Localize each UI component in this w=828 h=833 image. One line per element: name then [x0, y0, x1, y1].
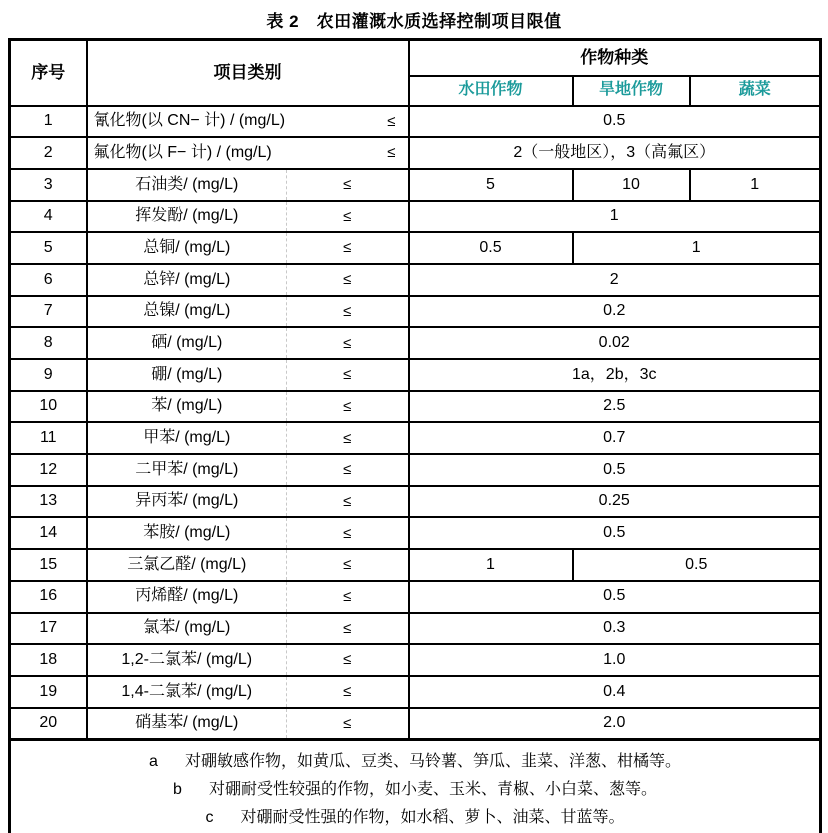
limit-value: 0.5 — [409, 106, 821, 138]
table-row — [10, 454, 821, 486]
table-row — [10, 644, 821, 676]
row-number: 14 — [10, 517, 87, 549]
row-number: 5 — [10, 232, 87, 264]
le-symbol: ≤ — [387, 112, 396, 130]
table-row — [10, 232, 821, 264]
project-name: 1,2-二氯苯/ (mg/L) — [87, 644, 287, 676]
footnotes-row — [10, 739, 821, 833]
le-symbol: ≤ — [287, 232, 409, 264]
le-symbol: ≤ — [287, 201, 409, 233]
row-number: 10 — [10, 391, 87, 423]
row-number: 4 — [10, 201, 87, 233]
table-row — [10, 391, 821, 423]
project-name: 甲苯/ (mg/L) — [87, 422, 287, 454]
le-symbol: ≤ — [287, 327, 409, 359]
le-symbol: ≤ — [287, 359, 409, 391]
le-symbol: ≤ — [287, 613, 409, 645]
table-row — [10, 201, 821, 233]
le-symbol: ≤ — [287, 676, 409, 708]
project-name: 苯/ (mg/L) — [87, 391, 287, 423]
footnote-marker: b — [173, 781, 182, 799]
header-vegetables: 蔬菜 — [690, 76, 821, 106]
le-symbol: ≤ — [287, 391, 409, 423]
row-number: 2 — [10, 137, 87, 169]
project-name: 丙烯醛/ (mg/L) — [87, 581, 287, 613]
table-row — [10, 486, 821, 518]
limit-value: 1a，2b，3c — [409, 359, 821, 391]
table-row — [10, 106, 821, 138]
project-name: 硝基苯/ (mg/L) — [87, 708, 287, 740]
limit-value: 0.7 — [409, 422, 821, 454]
row-number: 7 — [10, 296, 87, 328]
le-symbol: ≤ — [287, 644, 409, 676]
limit-value: 1 — [409, 201, 821, 233]
limit-value-vegetables: 1 — [690, 169, 821, 201]
footnote-text: 对硼敏感作物，如黄瓜、豆类、马铃薯、笋瓜、韭菜、洋葱、柑橘等。 — [184, 752, 681, 770]
footnote-text: 对硼耐受性较强的作物，如小麦、玉米、青椒、小白菜、葱等。 — [208, 781, 657, 799]
row-number: 17 — [10, 613, 87, 645]
project-name: 氯苯/ (mg/L) — [87, 613, 287, 645]
project-name: 总铜/ (mg/L) — [87, 232, 287, 264]
limit-value: 0.3 — [409, 613, 821, 645]
limit-value: 2 — [409, 264, 821, 296]
limit-value: 0.4 — [409, 676, 821, 708]
limit-value: 2.5 — [409, 391, 821, 423]
table-row — [10, 517, 821, 549]
limit-value-paddy: 1 — [409, 549, 573, 581]
header-category: 项目类别 — [87, 40, 409, 106]
row-number: 8 — [10, 327, 87, 359]
project-name: 二甲苯/ (mg/L) — [87, 454, 287, 486]
project-cell — [87, 137, 409, 169]
project-name: 硒/ (mg/L) — [87, 327, 287, 359]
footnote-text: 对硼耐受性强的作物，如水稻、萝卜、油菜、甘蓝等。 — [240, 809, 625, 827]
project-name: 总锌/ (mg/L) — [87, 264, 287, 296]
table-row — [10, 296, 821, 328]
le-symbol: ≤ — [287, 422, 409, 454]
table-row — [10, 169, 821, 201]
page-title: 表 2 农田灌溉水质选择控制项目限值 — [266, 12, 562, 31]
limit-value-dryland: 10 — [573, 169, 690, 201]
row-number: 6 — [10, 264, 87, 296]
project-name: 1,4-二氯苯/ (mg/L) — [87, 676, 287, 708]
project-cell — [87, 106, 409, 138]
project-name: 挥发酚/ (mg/L) — [87, 201, 287, 233]
project-name: 石油类/ (mg/L) — [87, 169, 287, 201]
footnote-a — [11, 753, 819, 771]
le-symbol: ≤ — [287, 549, 409, 581]
limit-value: 0.5 — [409, 517, 821, 549]
row-number: 16 — [10, 581, 87, 613]
table-row — [10, 676, 821, 708]
footnotes-cell — [10, 739, 821, 833]
project-name: 硼/ (mg/L) — [87, 359, 287, 391]
footnote-b — [11, 781, 819, 799]
limit-value: 1.0 — [409, 644, 821, 676]
limit-value-paddy: 5 — [409, 169, 573, 201]
row-number: 19 — [10, 676, 87, 708]
row-number: 15 — [10, 549, 87, 581]
header-paddy-crops: 水田作物 — [409, 76, 573, 106]
le-symbol: ≤ — [387, 144, 396, 162]
limit-value: 0.02 — [409, 327, 821, 359]
limit-value-dryland-veg: 1 — [573, 232, 821, 264]
le-symbol: ≤ — [287, 581, 409, 613]
row-number: 3 — [10, 169, 87, 201]
project-name: 三氯乙醛/ (mg/L) — [87, 549, 287, 581]
header-seq: 序号 — [10, 40, 87, 106]
project-name: 异丙苯/ (mg/L) — [87, 486, 287, 518]
le-symbol: ≤ — [287, 169, 409, 201]
le-symbol: ≤ — [287, 454, 409, 486]
footnote-marker: a — [149, 752, 158, 770]
limit-value: 0.2 — [409, 296, 821, 328]
limit-value: 0.5 — [409, 454, 821, 486]
table-row — [10, 359, 821, 391]
table-row — [10, 264, 821, 296]
le-symbol: ≤ — [287, 296, 409, 328]
project-name: 总镍/ (mg/L) — [87, 296, 287, 328]
limit-value: 0.5 — [409, 581, 821, 613]
limit-value-paddy: 0.5 — [409, 232, 573, 264]
project-name: 苯胺/ (mg/L) — [87, 517, 287, 549]
footnote-marker: c — [205, 809, 214, 827]
project-name: 氟化物(以 F− 计) / (mg/L) — [93, 143, 272, 161]
table-row — [10, 549, 821, 581]
le-symbol: ≤ — [287, 517, 409, 549]
row-number: 1 — [10, 106, 87, 138]
table-row — [10, 613, 821, 645]
limits-table — [8, 38, 822, 833]
row-number: 9 — [10, 359, 87, 391]
table-row — [10, 581, 821, 613]
row-number: 18 — [10, 644, 87, 676]
row-number: 13 — [10, 486, 87, 518]
table-row — [10, 327, 821, 359]
header-dryland-crops: 旱地作物 — [573, 76, 690, 106]
row-number: 12 — [10, 454, 87, 486]
limit-value: 2（一般地区），3（高氟区） — [409, 137, 821, 169]
le-symbol: ≤ — [287, 708, 409, 740]
le-symbol: ≤ — [287, 264, 409, 296]
footnote-c — [11, 809, 819, 827]
header-row-1 — [10, 40, 821, 76]
header-crop-types: 作物种类 — [409, 40, 821, 76]
limit-value: 2.0 — [409, 708, 821, 740]
table-row — [10, 708, 821, 740]
table-row — [10, 137, 821, 169]
limit-value: 0.25 — [409, 486, 821, 518]
le-symbol: ≤ — [287, 486, 409, 518]
project-name: 氰化物(以 CN− 计) / (mg/L) — [93, 112, 286, 130]
row-number: 11 — [10, 422, 87, 454]
limit-value-dryland-veg: 0.5 — [573, 549, 821, 581]
row-number: 20 — [10, 708, 87, 740]
table-row — [10, 422, 821, 454]
